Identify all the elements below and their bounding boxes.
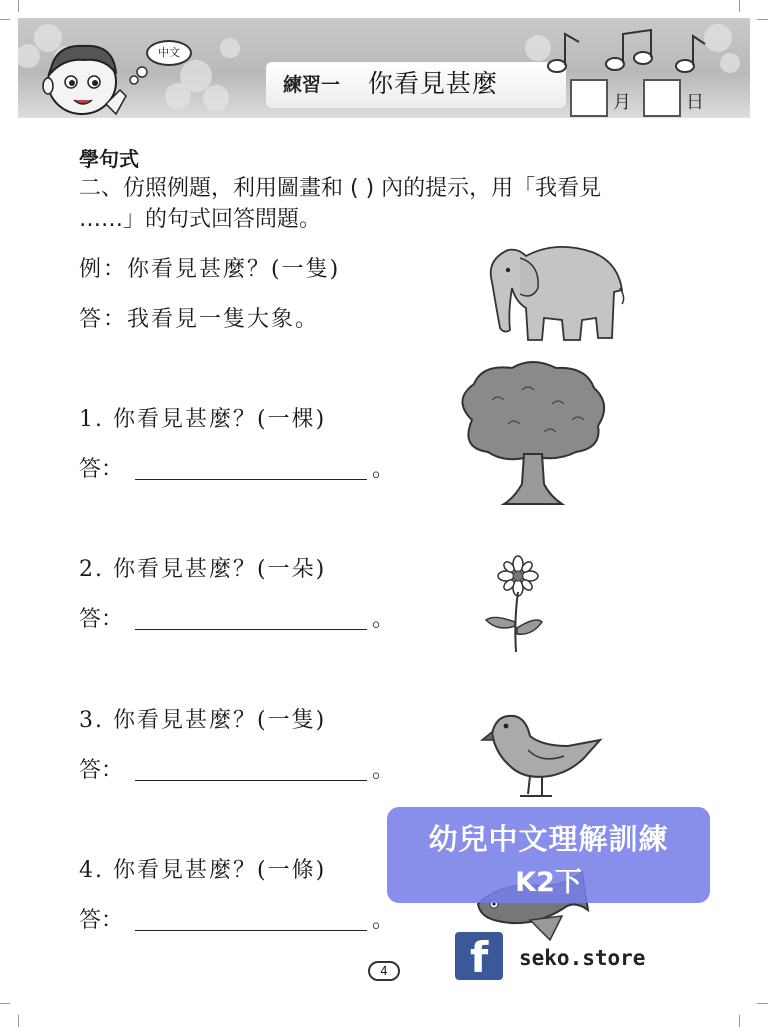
answer-blank-3[interactable]	[135, 780, 367, 781]
crop-mark	[18, 0, 19, 12]
crop-mark	[0, 19, 10, 20]
answer-end-mark-1: 。	[372, 457, 395, 482]
crop-mark	[0, 1003, 10, 1004]
crop-mark	[18, 1015, 19, 1027]
flower-icon	[484, 556, 548, 656]
answer-label-4: 答：	[79, 908, 124, 933]
subject-bubble: 中文	[146, 40, 192, 66]
crop-mark	[739, 1015, 740, 1027]
question-2: 2. 你看見甚麼？(一朵)	[79, 557, 327, 582]
example-answer: 答：我看見一隻大象。	[79, 307, 320, 332]
answer-label-3: 答：	[79, 758, 124, 783]
answer-end-mark-2: 。	[372, 607, 395, 632]
answer-blank-4[interactable]	[135, 930, 367, 931]
facebook-icon[interactable]	[455, 932, 503, 980]
elephant-icon	[486, 242, 628, 346]
answer-blank-1[interactable]	[135, 479, 367, 480]
day-input-box[interactable]	[643, 79, 681, 117]
crop-mark	[739, 0, 740, 12]
month-input-box[interactable]	[570, 79, 608, 117]
answer-end-mark-4: 。	[372, 908, 395, 933]
instruction-line-2: ……」的句式回答問題。	[79, 207, 322, 232]
crop-mark	[757, 19, 768, 20]
exercise-label: 練習一	[283, 74, 341, 96]
music-notes-icon	[545, 28, 715, 78]
question-3: 3. 你看見甚麼？(一隻)	[79, 708, 327, 733]
instruction-line-1: 二、仿照例題，利用圖畫和 ( ) 內的提示，用「我看見	[79, 176, 602, 201]
child-character-icon	[36, 34, 146, 118]
bird-icon	[480, 710, 604, 806]
answer-blank-2[interactable]	[135, 629, 367, 630]
watermark-banner	[387, 807, 710, 903]
crop-mark	[757, 1003, 768, 1004]
watermark-subtitle: K2下	[515, 867, 582, 898]
section-title: 學句式	[79, 147, 139, 171]
facebook-letter: f	[470, 933, 489, 982]
tree-icon	[452, 360, 610, 510]
answer-end-mark-3: 。	[372, 758, 395, 783]
example-question: 例：你看見甚麼？(一隻)	[79, 257, 341, 282]
watermark-title: 幼兒中文理解訓練	[428, 822, 669, 856]
month-label: 月	[613, 92, 631, 113]
store-name[interactable]: seko.store	[519, 946, 646, 970]
page-title: 你看見甚麼	[368, 69, 499, 98]
question-1: 1. 你看見甚麼？(一棵)	[79, 407, 327, 432]
answer-label-2: 答：	[79, 607, 124, 632]
answer-label-1: 答：	[79, 457, 124, 482]
page-number: 4	[368, 961, 400, 981]
question-4: 4. 你看見甚麼？(一條)	[79, 858, 327, 883]
day-label: 日	[686, 92, 704, 113]
